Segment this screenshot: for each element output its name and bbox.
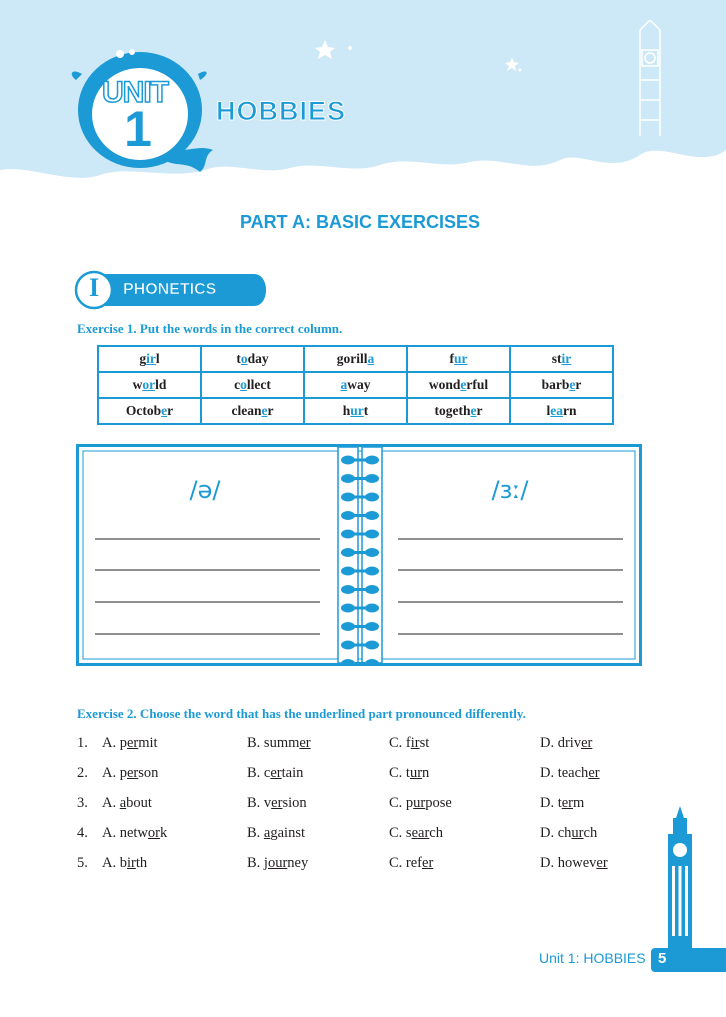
word-cell: today (201, 346, 304, 372)
underlined-part: er (126, 735, 139, 751)
underlined-part: a (263, 825, 271, 841)
highlighted-letters: ur (454, 351, 468, 366)
answer-option[interactable]: A. birth (102, 855, 148, 871)
underlined-part: ear (411, 825, 430, 841)
answer-option[interactable]: B. summer (247, 735, 311, 751)
underlined-part: a (119, 795, 127, 811)
word-cell: barber (510, 372, 613, 398)
column-long-er: /ɜː/ (491, 476, 529, 504)
section-number: I (88, 273, 100, 302)
unit-title: HOBBIES (216, 96, 347, 126)
answer-option[interactable]: C. turn (389, 765, 430, 781)
answer-option[interactable]: B. journey (247, 855, 309, 871)
answer-option[interactable]: D. teacher (540, 765, 600, 781)
word-table (97, 345, 614, 425)
word-cell: fur (407, 346, 510, 372)
table-row (98, 398, 613, 424)
underlined-part: er (596, 855, 608, 871)
exercise-2-heading: Exercise 2. Choose the word that has the underlined part pronounced differently. (77, 706, 526, 721)
clock-tower-icon (660, 806, 700, 950)
underlined-part: er (422, 855, 434, 871)
answer-option[interactable]: A. network (102, 825, 168, 841)
question-number: 3. (77, 795, 88, 811)
underlined-part: ir (410, 735, 420, 751)
highlighted-letters: ea (550, 403, 563, 418)
underlined-part: er (270, 765, 282, 781)
answer-option[interactable]: C. first (389, 735, 430, 751)
word-cell: world (98, 372, 201, 398)
underlined-part: our (267, 855, 288, 871)
answer-option[interactable]: A. permit (102, 735, 158, 751)
unit-number: 1 (124, 101, 152, 157)
unit-label: UNIT (102, 76, 168, 109)
question-number: 4. (77, 825, 88, 841)
underlined-part: ir (126, 855, 136, 871)
highlighted-letters: o (240, 351, 248, 366)
underlined-part: er (581, 735, 593, 751)
question-number: 1. (77, 735, 88, 751)
highlighted-letters: o (240, 377, 247, 392)
word-cell: hurt (304, 398, 407, 424)
answer-option[interactable]: D. church (540, 825, 598, 841)
word-cell: collect (201, 372, 304, 398)
section-title: PHONETICS (123, 281, 217, 298)
highlighted-letters: or (142, 377, 156, 392)
word-cell: wonderful (407, 372, 510, 398)
underlined-part: ur (571, 825, 584, 841)
word-cell: cleaner (201, 398, 304, 424)
highlighted-letters: e (261, 403, 268, 418)
word-cell: together (407, 398, 510, 424)
highlighted-letters: e (460, 377, 467, 392)
underlined-part: or (147, 825, 161, 841)
word-cell: gorilla (304, 346, 407, 372)
highlighted-letters: a (367, 351, 375, 366)
table-row (98, 372, 613, 398)
answer-option[interactable]: B. against (247, 825, 305, 841)
column-schwa: /ə/ (189, 476, 221, 504)
underlined-part: er (561, 795, 574, 811)
question-number: 5. (77, 855, 88, 871)
highlighted-letters: a (340, 377, 348, 392)
highlighted-letters: ir (561, 351, 572, 366)
underlined-part: er (588, 765, 600, 781)
answer-option[interactable]: B. certain (247, 765, 304, 781)
highlighted-letters: e (161, 403, 168, 418)
word-cell: stir (510, 346, 613, 372)
word-cell: learn (510, 398, 613, 424)
answer-option[interactable]: C. refer (389, 855, 434, 871)
highlighted-letters: e (470, 403, 477, 418)
answer-option[interactable]: D. driver (540, 735, 593, 751)
underlined-part: er (299, 735, 311, 751)
exercise-1-heading: Exercise 1. Put the words in the correct column. (77, 321, 343, 336)
answer-option[interactable]: D. term (540, 795, 585, 811)
answer-option[interactable]: C. search (389, 825, 443, 841)
table-row (98, 346, 613, 372)
footer-unit-label: Unit 1: HOBBIES (539, 950, 646, 966)
underlined-part: ur (413, 795, 426, 811)
answer-option[interactable]: A. about (102, 795, 152, 811)
word-cell: October (98, 398, 201, 424)
clock-tower-icon (620, 20, 680, 136)
underlined-part: er (126, 765, 139, 781)
part-title: PART A: BASIC EXERCISES (239, 212, 481, 232)
question-number: 2. (77, 765, 88, 781)
highlighted-letters: e (569, 377, 576, 392)
answer-option[interactable]: C. purpose (389, 795, 452, 811)
word-cell: girl (98, 346, 201, 372)
highlighted-letters: ir (146, 351, 156, 366)
answer-option[interactable]: B. version (247, 795, 307, 811)
underlined-part: ur (409, 765, 423, 781)
page-number: 5 (658, 950, 667, 967)
word-cell: away (304, 372, 407, 398)
answer-option[interactable]: D. however (540, 855, 608, 871)
highlighted-letters: ur (350, 403, 364, 418)
answer-option[interactable]: A. person (102, 765, 159, 781)
underlined-part: er (271, 795, 283, 811)
